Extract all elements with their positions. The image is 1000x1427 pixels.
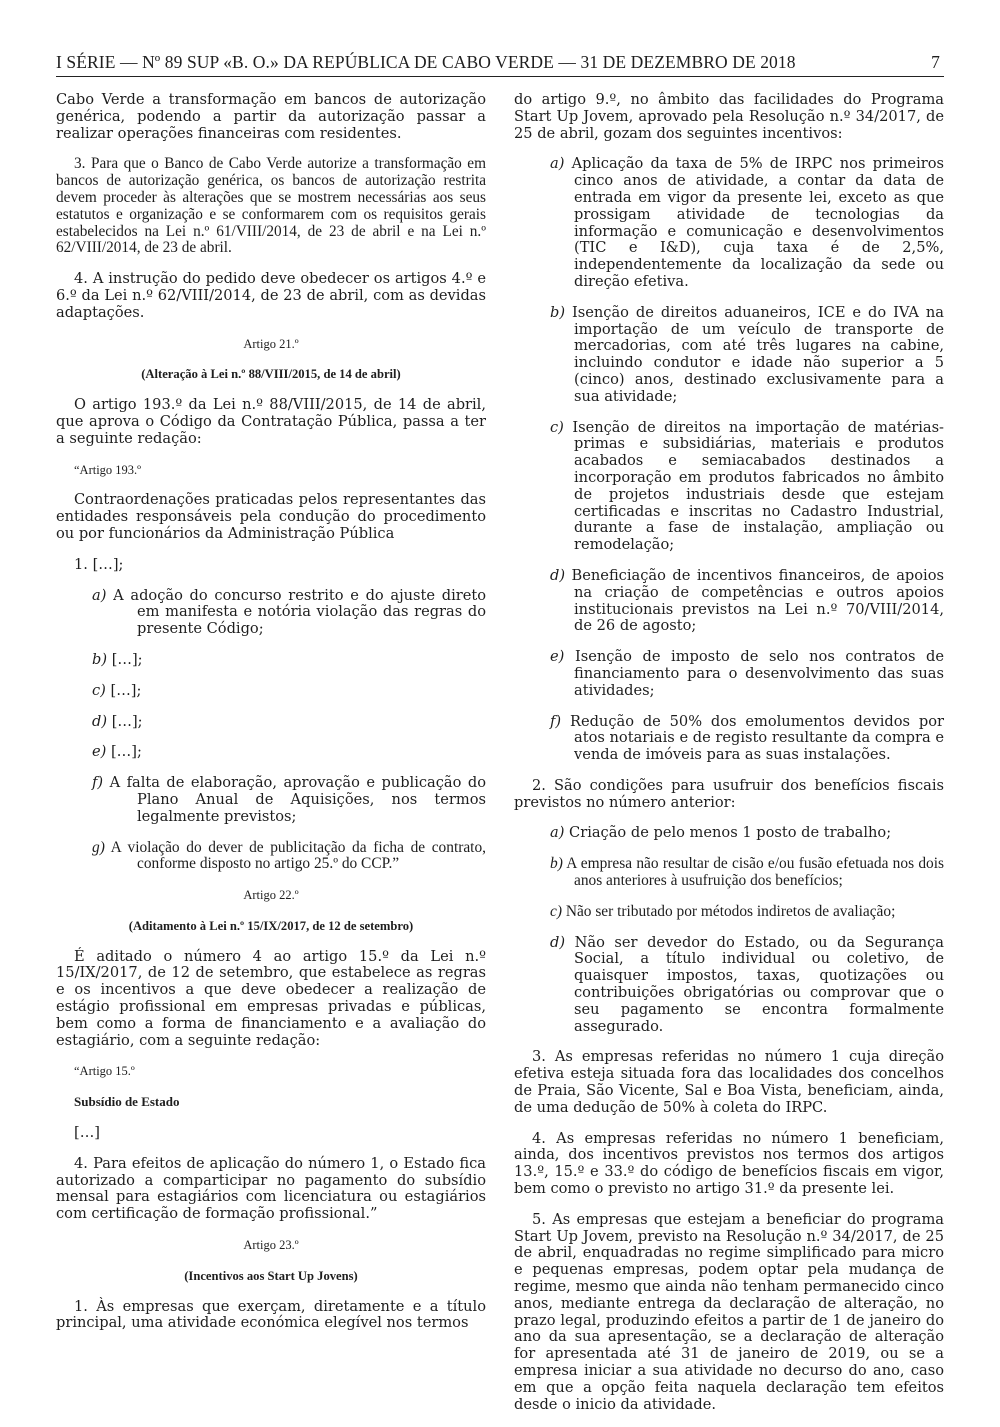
number-1: 1. […]; <box>74 555 124 573</box>
paragraph-3: 3. Para que o Banco de Cabo Verde autorize a transformação em bancos de autorização genérica, os bancos de autorização restrita devem proceder às alterações que se mostrem necessárias aos seus estatutos e organização e se conformarem com os requisitos gerais estabelecidos na Lei n.º 61/VIII/2014, de 23 de abril e na Lei n.º 62/VIII/2014, de 23 de abril. <box>56 155 486 257</box>
paragraph-1-continuation: do artigo 9.º, no âmbito das facilidades do Programa Start Up Jovem, aprovado pela Resolução n.º 34/2017, de 25 de abril, gozam dos seguintes incentivos: <box>514 91 944 142</box>
quoted-article-193-heading: “Artigo 193.º <box>74 462 142 477</box>
item-label: c) <box>550 418 564 436</box>
list-item <box>92 588 486 638</box>
list-item <box>92 744 486 761</box>
item-label: d) <box>550 566 566 584</box>
page-header <box>56 52 944 77</box>
item-label: b) <box>550 855 563 873</box>
item-text: Não ser tributado por métodos indiretos de avaliação; <box>565 902 896 920</box>
item-text: Aplicação da taxa de 5% de IRPC nos primeiros cinco anos de atividade, a contar da data de entrada em vigor da presente lei, exceto as que prossigam atividade de tecnologias da informação e comunicação e desenvolvimentos (TIC e I&D), cuja taxa é de 2,5%, independentemente da localização da sede ou direção efetiva. <box>571 155 944 290</box>
incentive-item <box>550 305 944 406</box>
item-text: Isenção de direitos aduaneiros, ICE e do IVA na importação de um veículo de transporte de mercadorias, com até três lugares na cabine, incluindo condutor e idade não superior a 5 (cinco) anos, destinado exclusivamente para a sua atividade; <box>572 303 944 405</box>
item-text: Isenção de direitos na importação de matérias-primas e subsidiárias, materiais e produtos acabados e semiacabados destinados a incorporação em produtos fabricados no âmbito de projetos industriais desde que estejam certificadas e inscritas no Cadastro Industrial, durante a fase de instalação, ampliação ou remodelação; <box>572 418 944 554</box>
item-text: Criação de pelo menos 1 posto de trabalho; <box>569 824 892 842</box>
item-label: d) <box>92 712 108 730</box>
incentive-item <box>550 649 944 699</box>
item-text: Não ser devedor do Estado, ou da Segurança Social, a título individual ou coletivo, de quaisquer impostos, taxas, quotizações ou contribuições obrigatórias ou comprovar que o seu pagamento se encontra formalmente assegurado. <box>574 933 944 1035</box>
item-text: […]; <box>111 650 143 668</box>
item-label: a) <box>550 824 565 842</box>
item-label: e) <box>550 648 565 666</box>
item-label: g) <box>92 838 105 856</box>
paragraph-4: 4. A instrução do pedido deve obedecer os artigos 4.º e 6.º da Lei n.º 62/VIII/2014, de 23 de abril, com as devidas adaptações. <box>56 270 486 321</box>
article-21-heading: Artigo 21.º <box>243 336 299 351</box>
article-23-paragraph-1: 1. Às empresas que exerçam, diretamente e a título principal, uma atividade económica elegível nos termos <box>56 1297 486 1332</box>
article-23-heading: Artigo 23.º <box>243 1238 299 1253</box>
item-text: […]; <box>110 681 142 699</box>
paragraph-3: 3. As empresas referidas no número 1 cuja direção efetiva esteja situada fora das localidades dos concelhos de Praia, São Vicente, Sal e Boa Vista, beneficiam, ainda, de uma dedução de 50% à coleta do IRPC. <box>514 1048 944 1116</box>
article-22-heading: Artigo 22.º <box>243 888 299 903</box>
list-item <box>92 775 486 825</box>
header-title: I SÉRIE — Nº 89 SUP «B. O.» DA REPÚBLICA DE CABO VERDE — 31 DE DEZEMBRO DE 2018 <box>56 52 796 72</box>
paragraph-2: 2. São condições para usufruir dos benefícios fiscais previstos no número anterior: <box>514 776 944 811</box>
item-label: a) <box>550 155 565 173</box>
item-label: c) <box>92 681 106 699</box>
item-label: c) <box>550 902 562 920</box>
condition-item <box>550 856 944 890</box>
item-text: Isenção de imposto de selo nos contratos de financiamento para o desenvolvimento das suas atividades; <box>574 648 944 699</box>
item-text: A violação do dever de publicitação da ficha de contrato, conforme disposto no artigo 25.º do CCP.” <box>110 838 486 873</box>
item-label: b) <box>92 650 108 668</box>
list-item <box>92 714 486 731</box>
article-21-intro: O artigo 193.º da Lei n.º 88/VIII/2015, de 14 de abril, que aprova o Código da Contratação Pública, passa a ter a seguinte redação: <box>56 396 486 447</box>
paragraph-continuation: Cabo Verde a transformação em bancos de autorização genérica, podendo a partir da autorização passar a realizar operações financeiras com residentes. <box>56 91 486 142</box>
incentive-item <box>550 568 944 635</box>
list-item <box>92 683 486 700</box>
right-column <box>514 92 944 1427</box>
list-item <box>92 652 486 669</box>
item-label: f) <box>92 774 104 792</box>
item-text: Redução de 50% dos emolumentos devidos por atos notariais e de registo resultante da compra e venda de imóveis para as suas instalações. <box>569 712 944 764</box>
incentive-item <box>550 714 944 764</box>
item-text: A adoção do concurso restrito e do ajuste direto em manifesta e notória violação das regras do presente Código; <box>113 586 487 638</box>
item-label: d) <box>550 933 566 951</box>
left-column <box>56 92 486 1346</box>
condition-item <box>550 904 944 921</box>
item-label: e) <box>92 743 107 761</box>
quoted-article-15-title: Subsídio de Estado <box>74 1094 180 1110</box>
item-text: […]; <box>110 743 142 761</box>
quoted-article-15-heading: “Artigo 15.º <box>74 1064 135 1079</box>
item-label: b) <box>550 303 566 321</box>
item-label: f) <box>550 712 562 730</box>
item-text: Beneficiação de incentivos financeiros, de apoios na criação de competências e outros apoios institucionais previstos na Lei n.º 70/VIII/2014, de 26 de agosto; <box>571 566 945 635</box>
article-23-subtitle: (Incentivos aos Start Up Jovens) <box>184 1268 358 1283</box>
quoted-article-193-title: Contraordenações praticadas pelos representantes das entidades responsáveis pela condução do procedimento ou por funcionários da Administração Pública <box>56 491 486 542</box>
article-22-paragraph-4: 4. Para efeitos de aplicação do número 1, o Estado fica autorizado a comparticipar no pagamento do subsídio mensal para estagiários com licenciatura ou estagiários com certificação de formação profissional.” <box>56 1154 486 1223</box>
paragraph-4: 4. As empresas referidas no número 1 beneficiam, ainda, dos incentivos previstos nos termos dos artigos 13.º, 15.º e 33.º do código de benefícios fiscais em vigor, bem como o previsto no artigo 31.º da presente lei. <box>514 1129 944 1198</box>
item-text: A empresa não resultar de cisão e/ou fusão efetuada nos dois anos anteriores à usufruição dos benefícios; <box>566 855 944 890</box>
list-item <box>92 840 486 874</box>
incentive-item <box>550 420 944 554</box>
article-21-subtitle: (Alteração à Lei n.º 88/VIII/2015, de 14 de abril) <box>141 367 401 382</box>
paragraph-5: 5. As empresas que estejam a beneficiar do programa Start Up Jovem, previsto na Resolução n.º 34/2017, de 25 de abril, enquadradas no regime simplificado para micro e pequenas empresas, podem optar pela mudança de regime, mesmo que ainda não tenham permanecido cinco anos, mediante entrega da declaração de alteração, no prazo legal, produzindo efeitos a partir de 1 de janeiro do ano da sua apresentação, se a declaração de alteração for apresentada até 31 de janeiro de 2019, ou se a empresa iniciar a sua atividade no decurso do ano, caso em que a opção feita naquela declaração tem efeitos desde o inicio da atividade. <box>514 1210 944 1413</box>
page-number: 7 <box>931 52 940 72</box>
item-label: a) <box>92 586 107 604</box>
article-22-subtitle: (Aditamento à Lei n.º 15/IX/2017, de 12 de setembro) <box>128 918 414 933</box>
incentive-item <box>550 156 944 290</box>
ellipsis-marker: […] <box>74 1124 100 1142</box>
item-text: A falta de elaboração, aprovação e publicação do Plano Anual de Aquisições, nos termos legalmente previstos; <box>109 774 487 825</box>
condition-item <box>550 935 944 1036</box>
article-22-intro: É aditado o número 4 ao artigo 15.º da Lei n.º 15/IX/2017, de 12 de setembro, que estabelece as regras e os incentivos a que deve obedecer a realização de estágio profissional em empresas privadas e públicas, bem como a forma de financiamento e a avaliação do estagiário, com a seguinte redação: <box>56 947 486 1049</box>
condition-item <box>550 825 944 842</box>
item-text: […]; <box>111 712 143 730</box>
